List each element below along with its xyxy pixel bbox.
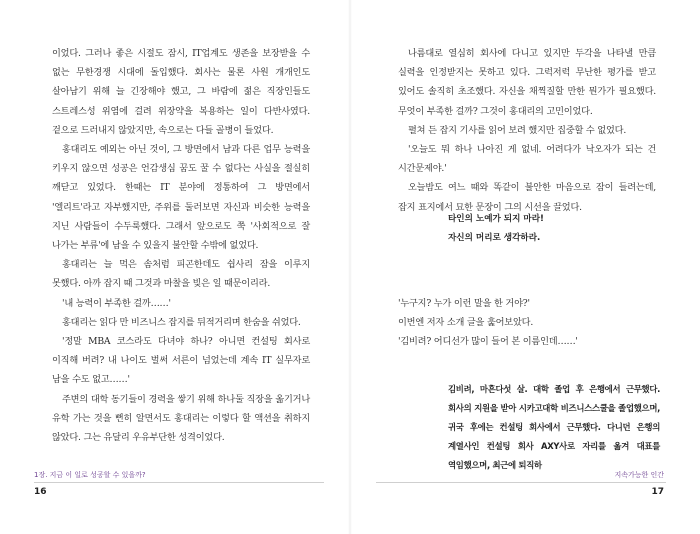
- left-paragraph: 주변의 대학 동기들이 경력을 쌓기 위해 하나둘 직장을 옮기거나 유학 가는 것을 뻔히 알면서도 홍대리는 이렇다 할 액션을 취하지 않았다. 그는 유달리 우유부단한 성격이었다.: [52, 393, 310, 444]
- left-paragraph: 홍대리는 늘 먹은 솜처럼 피곤한데도 쉽사리 잠을 이루지 못했다. 아까 잡지 때 그것과 마찰을 빚은 일 때문이리라.: [52, 259, 310, 290]
- right-paragraph: 펼쳐 든 잡지 기사를 읽어 보려 했지만 집중할 수 없었다.: [408, 124, 627, 136]
- right-paragraph: 오늘밤도 여느 때와 똑같이 불안한 마음으로 잠이 들려는데, 잡지 표지에서 묘한 문장이 그의 시선을 끌었다.: [398, 182, 656, 213]
- right-paragraph: 나름대로 열심히 회사에 다니고 있지만 두각을 나타낼 만큼 실력을 인정받지는 못하고 있다. 그럭저럭 무난한 평가를 받고 있어도 솔직히 초조했다. 자신을 채찍질할 만한 뭔가가 필요했다. 무엇이 부족한 걸까? 그것이 홍대리의 고민이었다.: [398, 48, 656, 117]
- left-running-title: 1장. 지금 이 일로 성공할 수 있을까?: [34, 471, 146, 479]
- right-page-number: 17: [651, 487, 664, 497]
- right-running-title: 지속가능한 인간: [614, 471, 664, 479]
- right-body-text: [398, 44, 656, 217]
- quote-line: 타인의 노예가 되지 마라!: [448, 214, 544, 224]
- left-paragraph: 이었다. 그러나 좋은 시절도 잠시, IT업계도 생존을 보장받을 수 없는 무한경쟁 시대에 돌입했다. 회사는 물론 사원 개개인도 살아남기 위해 늘 긴장해야 했고, 그 바람에 젊은 직장인들도 스트레스성 위염에 걸려 위장약을 복용하는 일이 다반사였다. 겉으로 드러내지 않았지만, 속으로는 다들 골병이 들었다.: [52, 48, 310, 136]
- left-page-number: 16: [34, 487, 47, 497]
- left-paragraph: '내 능력이 부족한 걸까……': [62, 297, 171, 309]
- left-body-text: [52, 44, 310, 447]
- magazine-quote: [448, 210, 648, 248]
- right-page: [350, 0, 700, 534]
- right-paragraph: '오늘도 뭐 하나 나아진 게 없네. 어려다가 낙오자가 되는 건 시간문제야.': [398, 144, 656, 175]
- dialogue-line: '김비려? 어디선가 많이 들어 본 이름인데……': [398, 336, 578, 348]
- dialogue-line: '누구지? 누가 이런 말을 한 거야?': [398, 298, 530, 309]
- left-paragraph: '정말 MBA 코스라도 다녀야 하나? 아니면 컨설팅 회사로 이직해 버려? 내 나이도 벌써 서른이 넘었는데 계속 IT 실무자로 남을 수도 없고……': [52, 336, 310, 386]
- dialogue-line: 이번엔 저자 소개 글을 훑어보았다.: [398, 317, 534, 329]
- left-paragraph: 홍대리는 읽다 만 비즈니스 잡지를 뒤적거리며 한숨을 쉬었다.: [62, 316, 301, 328]
- left-paragraph: 홍대리도 예외는 아닌 것이, 그 방면에서 남과 다른 업무 능력을 키우지 않으면 성공은 언감생심 꿈도 꿀 수 없다는 사실을 절실히 깨닫고 있었다. 한때는 IT 분야에 정통하여 그 방면에서 '엘리트'라고 자부했지만, 주위를 둘러보면 자신과 비슷한 능력을 지닌 사람들이 수두룩했다. 그래서 앞으로도 쭉 '사회적으로 잘 나가는 부류'에 남을 수 있을지 불안할 수밖에 없었다.: [52, 144, 310, 252]
- left-footer-rule: [34, 482, 324, 483]
- dialogue-block: [398, 294, 656, 352]
- quote-line: 자신의 머리로 생각하라.: [448, 233, 541, 243]
- right-footer-rule: [376, 482, 666, 483]
- author-bio: 김비려, 마흔다섯 살. 대학 졸업 후 은행에서 근무했다. 회사의 지원을 받아 시카고대학 비즈니스스쿨을 졸업했으며, 귀국 후에는 컨설팅 회사에서 근무했다. 다니던 은행의 계열사인 컨설팅 회사 AXY사로 자리를 옮겨 대표를 역임했으며, 최근에 퇴직하: [448, 384, 660, 470]
